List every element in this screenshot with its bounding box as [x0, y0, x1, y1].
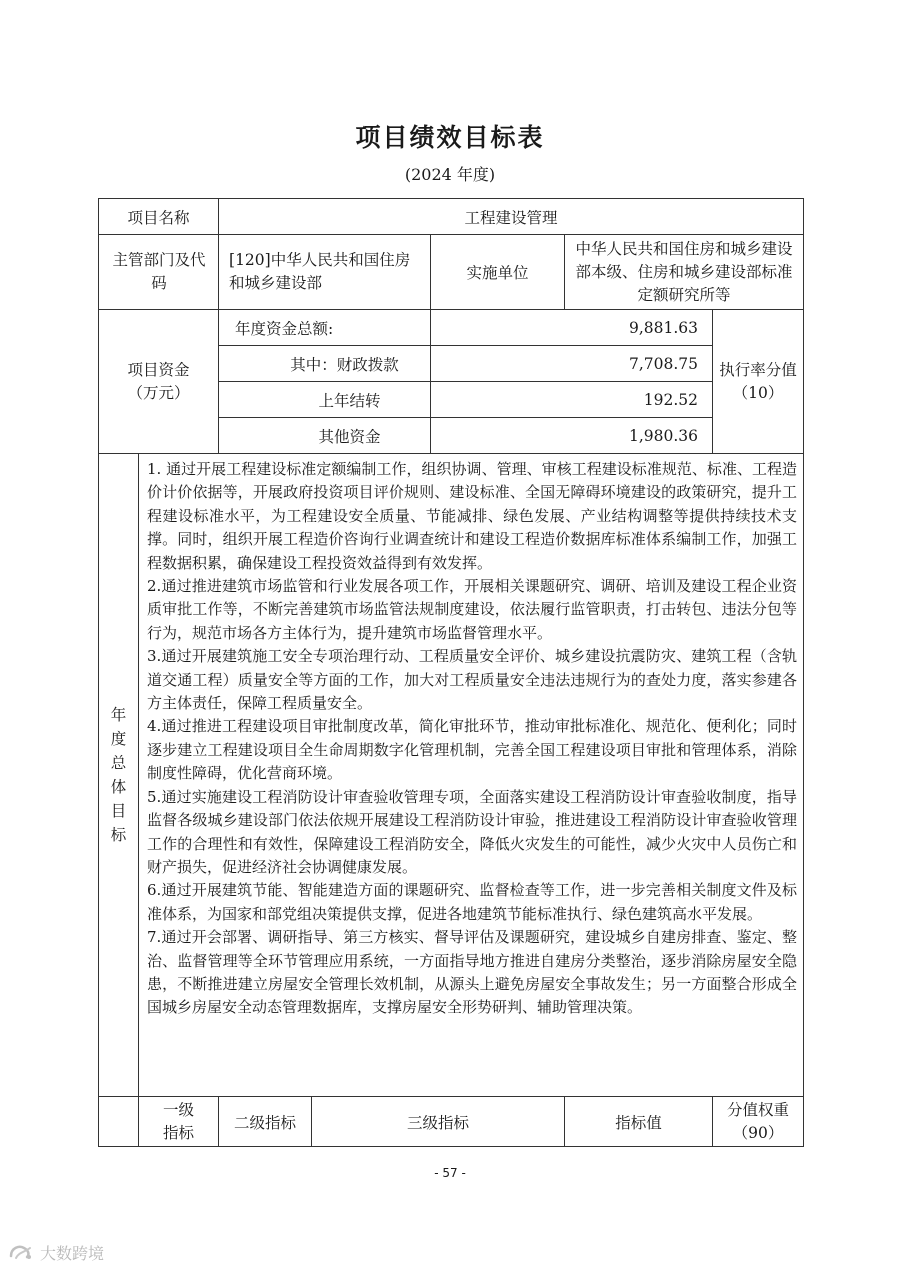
- fund-row: [99, 310, 804, 346]
- funds-label-text: 项目资金（万元）: [127, 360, 190, 402]
- rate-label-text: 执行率分值（10）: [719, 360, 797, 402]
- project-name-label: 项目名称: [99, 199, 219, 235]
- level2-header: 二级指标: [219, 1097, 312, 1147]
- row-department: [99, 235, 804, 310]
- level3-header: 三级指标: [312, 1097, 565, 1147]
- goal-item: 2.通过推进建筑市场监管和行业发展各项工作，开展相关课题研究、调研、培训及建设工程企业资质审批工作等，不断完善建筑市场监管法规制度建设，依法履行监管职责，打击转包、违法分包等行为，规范市场各方主体行为，提升建筑市场监督管理水平。: [147, 577, 798, 642]
- impl-label: 实施单位: [431, 235, 565, 310]
- impl-value: 中华人民共和国住房和城乡建设部本级、住房和城乡建设部标准定额研究所等: [565, 235, 804, 310]
- weight-header-text: 分值权重（90）: [727, 1100, 790, 1142]
- watermark-logo-icon: [8, 1242, 34, 1262]
- funds-label: [99, 310, 219, 454]
- fund-fiscal-value: 7,708.75: [431, 346, 713, 382]
- row-project-name: [99, 199, 804, 235]
- fund-carryover-value: 192.52: [431, 382, 713, 418]
- dept-value: [120]中华人民共和国住房和城乡建设部: [219, 235, 431, 310]
- fund-other-label: 其他资金: [219, 418, 431, 454]
- blank-cell: [99, 1097, 139, 1147]
- watermark-text: 大数跨境: [40, 1243, 105, 1263]
- goals-label: 年度总体目标: [110, 706, 127, 844]
- fund-fiscal-label: 其中：财政拨款: [219, 346, 431, 382]
- goal-item: 7.通过开会部署、调研指导、第三方核实、督导评估及课题研究，建设城乡自建房排查、鉴定、整治、监督管理等全环节管理应用系统，一方面指导地方推进自建房分类整治，逐步消除房屋安全隐患，不断推进建立房屋安全管理长效机制，从源头上避免房屋安全事故发生；另一方面整合形成全国城乡房屋安全动态管理数据库，支撑房屋安全形势研判、辅助管理决策。: [147, 928, 798, 1017]
- fund-total-label: 年度资金总额:: [219, 310, 431, 346]
- fund-other-value: 1,980.36: [431, 418, 713, 454]
- fund-total-value: 9,881.63: [431, 310, 713, 346]
- rate-label: [713, 310, 804, 454]
- goal-item: 4.通过推进工程建设项目审批制度改革，简化审批环节，推动审批标准化、规范化、便利化；同时逐步建立工程建设项目全生命周期数字化管理机制，完善全国工程建设项目审批和管理体系，消除制度性障碍，优化营商环境。: [147, 717, 798, 783]
- page-title: 项目绩效目标表: [355, 123, 545, 152]
- dept-label-text: 主管部门及代码: [112, 251, 206, 292]
- level1-header-text: 一级指标: [162, 1100, 194, 1142]
- performance-table: [98, 198, 804, 1147]
- row-goals: [99, 454, 804, 1097]
- row-indicator-header: [99, 1097, 804, 1147]
- year-subtitle: (2024 年度): [404, 165, 496, 184]
- goals-label-cell: [99, 454, 139, 1097]
- fund-carryover-label: 上年结转: [219, 382, 431, 418]
- level1-header: [139, 1097, 219, 1147]
- goal-item: 6.通过开展建筑节能、智能建造方面的课题研究、监督检查等工作，进一步完善相关制度文件及标准体系，为国家和部党组决策提供支撑，促进各地建筑节能标准执行、绿色建筑高水平发展。: [147, 881, 798, 923]
- page-number: - 57 -: [434, 1166, 466, 1180]
- watermark: [8, 1240, 104, 1264]
- project-name-value: 工程建设管理: [219, 199, 804, 235]
- goal-item: 1. 通过开展工程建设标准定额编制工作，组织协调、管理、审核工程建设标准规范、标准、工程造价计价依据等，开展政府投资项目评价规则、建设标准、全国无障碍环境建设的政策研究，提升工程建设标准水平，为工程建设安全质量、节能减排、绿色发展、产业结构调整等提供持续技术支撑。同时，组织开展工程造价咨询行业调查统计和建设工程造价数据库标准体系编制工作，加强工程数据积累，确保建设工程投资效益得到有效发挥。: [147, 460, 798, 572]
- value-header: 指标值: [565, 1097, 713, 1147]
- weight-header: [713, 1097, 804, 1147]
- goal-item: 5.通过实施建设工程消防设计审查验收管理专项，全面落实建设工程消防设计审查验收制度，指导监督各级城乡建设部门依法依规开展建设工程消防设计审验，推进建设工程消防设计审查验收管理工作的合理性和有效性，保障建设工程消防安全，降低火灾发生的可能性，减少火灾中人员伤亡和财产损失，促进经济社会协调健康发展。: [147, 787, 798, 876]
- goal-item: 3.通过开展建筑施工安全专项治理行动、工程质量安全评价、城乡建设抗震防灾、建筑工程（含轨道交通工程）质量安全等方面的工作，加大对工程质量安全违法违规行为的查处力度，落实参建各方主体责任，保障工程质量安全。: [147, 647, 798, 713]
- dept-label: [99, 235, 219, 310]
- goals-content: [139, 454, 804, 1097]
